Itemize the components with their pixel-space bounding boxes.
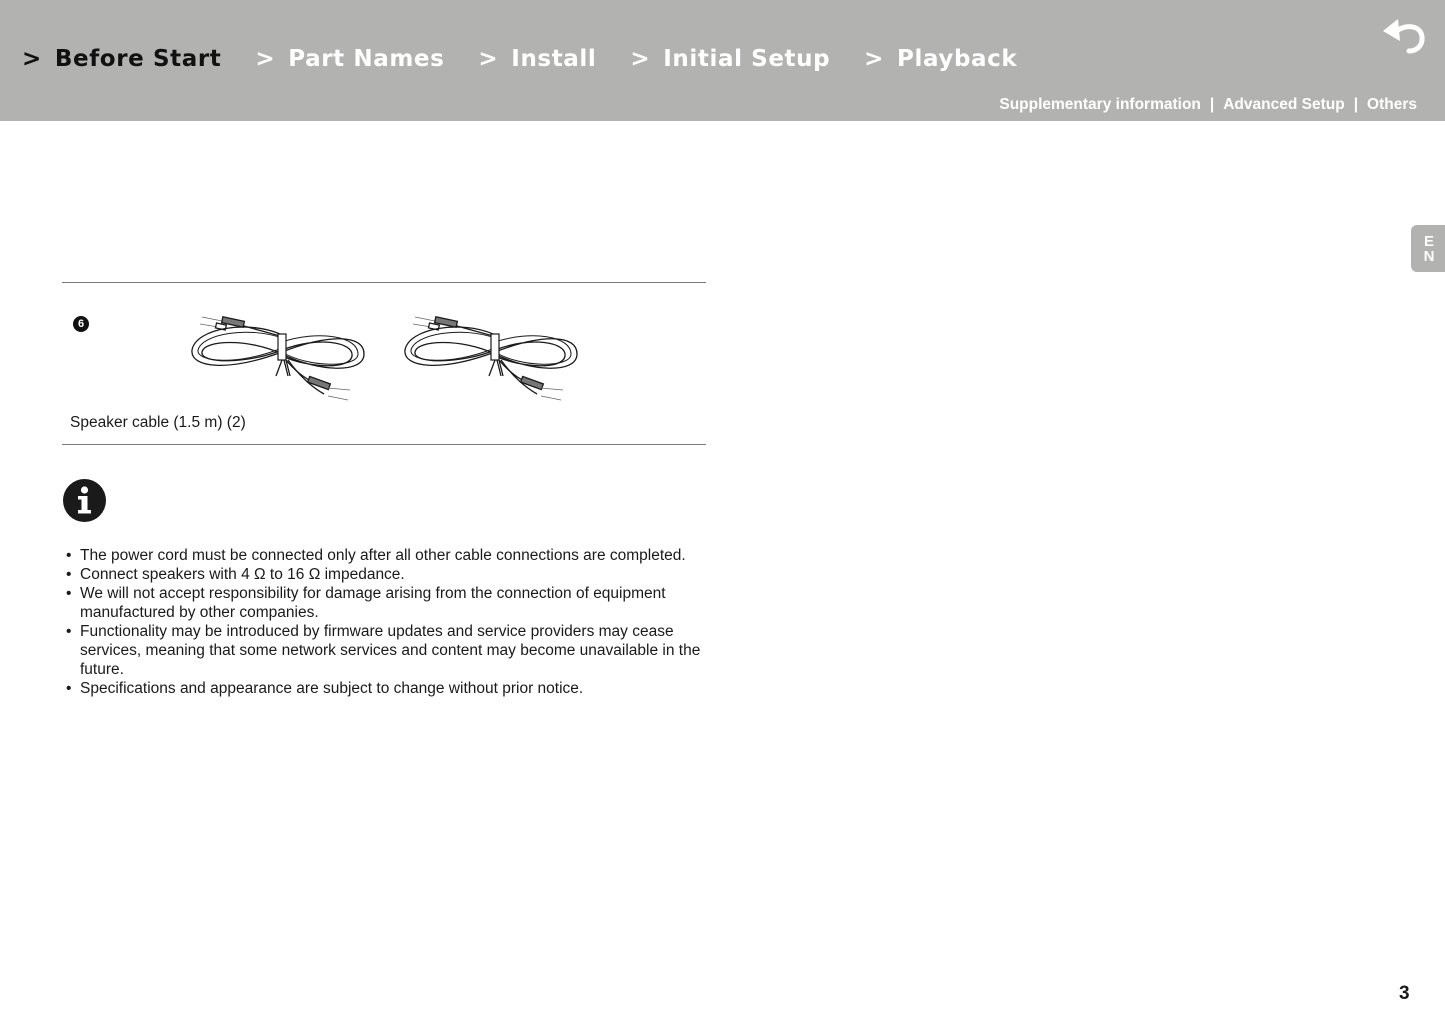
note-text: Connect speakers with 4 Ω to 16 Ω impedance. [80, 566, 405, 583]
note-item [66, 546, 716, 565]
note-text: We will not accept responsibility for damage arising from the connection of equipment manufactured by other companies. [80, 585, 666, 621]
note-item [66, 622, 702, 679]
caret-icon: > [630, 46, 651, 72]
nav-label: Initial Setup [663, 46, 831, 72]
speaker-cable-image [188, 312, 368, 406]
divider-bottom [62, 444, 706, 445]
note-item [66, 584, 686, 622]
language-letter: E [1423, 232, 1434, 250]
separator: | [1209, 96, 1215, 113]
back-button[interactable] [1381, 16, 1427, 54]
note-item [66, 565, 716, 584]
nav-advanced-setup[interactable]: Advanced Setup [1223, 96, 1345, 113]
main-navigation [22, 42, 1017, 76]
page-number: 3 [1399, 983, 1410, 1004]
nav-label: Part Names [288, 46, 445, 72]
caret-icon: > [864, 46, 885, 72]
accessory-caption: Speaker cable (1.5 m) (2) [70, 414, 246, 431]
nav-playback[interactable] [864, 46, 1017, 72]
language-tab[interactable] [1411, 225, 1445, 272]
nav-supplementary-information[interactable]: Supplementary information [999, 96, 1201, 113]
caret-icon: > [255, 46, 276, 72]
nav-label: Install [511, 46, 597, 72]
nav-label: Playback [897, 46, 1018, 72]
header-bar [0, 0, 1445, 121]
nav-part-names[interactable] [255, 46, 444, 72]
bullet-icon: • [66, 680, 72, 697]
bullet-icon: • [66, 547, 72, 564]
nav-initial-setup[interactable] [630, 46, 830, 72]
note-text: Specifications and appearance are subject to change without prior notice. [80, 680, 584, 697]
separator: | [1353, 96, 1359, 113]
note-text: The power cord must be connected only after all other cable connections are completed. [80, 547, 686, 564]
secondary-navigation [999, 96, 1417, 114]
bullet-icon: • [66, 566, 72, 583]
bullet-icon: • [66, 623, 72, 640]
item-number-badge: 6 [73, 316, 89, 332]
nav-install[interactable] [478, 46, 596, 72]
divider-top [62, 282, 706, 283]
note-text: Functionality may be introduced by firmware updates and service providers may cease services, meaning that some network services and content may become unavailable in the future. [80, 623, 701, 678]
notes-list [66, 546, 716, 698]
nav-others[interactable]: Others [1367, 96, 1417, 113]
bullet-icon: • [66, 585, 72, 602]
language-letter: N [1423, 247, 1435, 265]
nav-before-start[interactable] [22, 46, 221, 72]
speaker-cable-image [401, 312, 581, 406]
caret-icon: > [478, 46, 499, 72]
note-item [66, 679, 716, 698]
info-icon [63, 479, 106, 522]
caret-icon: > [22, 46, 42, 72]
return-arrow-icon [1381, 16, 1427, 54]
nav-label: Before Start [54, 46, 222, 72]
